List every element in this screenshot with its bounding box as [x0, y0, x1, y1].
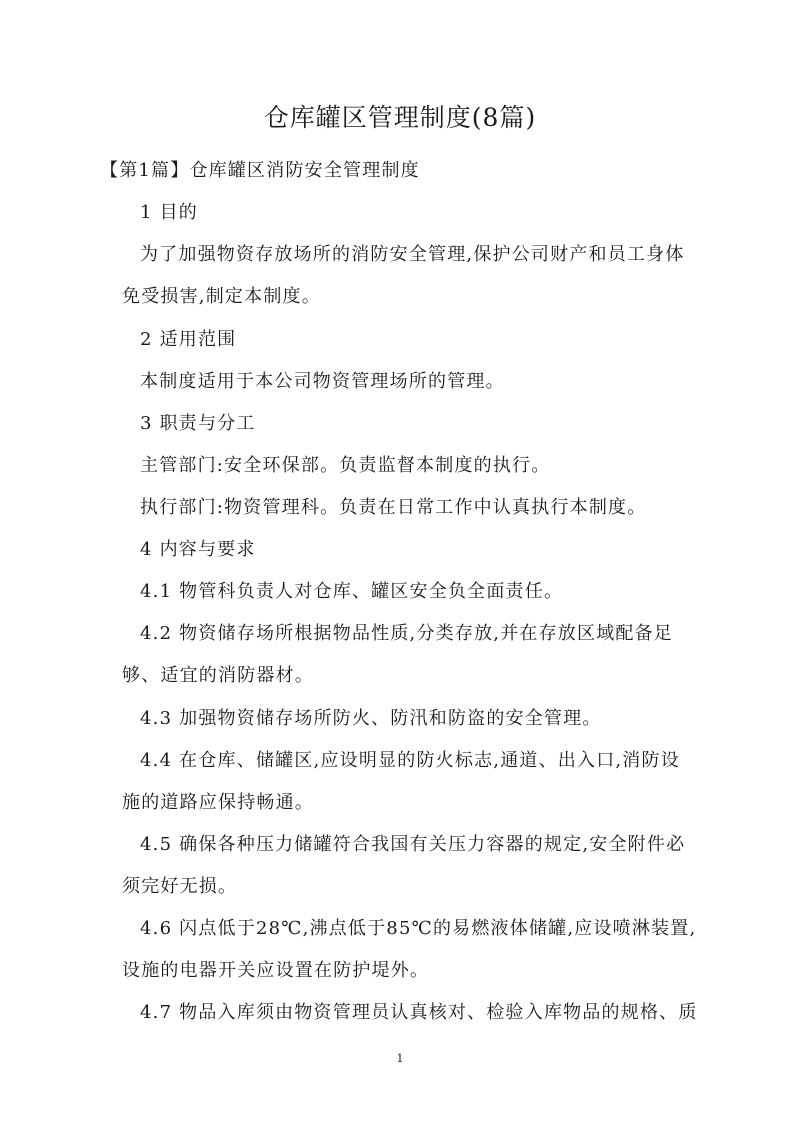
paragraph-line: 执行部门:物资管理科。负责在日常工作中认真执行本制度。 [140, 497, 647, 518]
paragraph-line: 主管部门:安全环保部。负责监督本制度的执行。 [140, 455, 551, 476]
heading-requirements: 4 内容与要求 [140, 539, 256, 560]
paragraph-line: 为了加强物资存放场所的消防安全管理,保护公司财产和员工身体 [140, 244, 685, 265]
heading-scope: 2 适用范围 [140, 329, 237, 350]
paragraph-line: 施的道路应保持畅通。 [122, 792, 314, 813]
section-heading: 【第1篇】仓库罐区消防安全管理制度 [100, 160, 420, 181]
paragraph-line: 4.1 物管科负责人对仓库、罐区安全负全面责任。 [140, 581, 564, 602]
paragraph-line: 4.3 加强物资储存场所防火、防汛和防盗的安全管理。 [140, 708, 602, 729]
paragraph-line: 4.6 闪点低于28℃,沸点低于85℃的易燃液体储罐,应设喷淋装置, [140, 918, 697, 939]
paragraph-line: 4.2 物资储存场所根据物品性质,分类存放,并在存放区域配备足 [140, 623, 673, 644]
heading-purpose: 1 目的 [140, 202, 198, 223]
paragraph-line: 设施的电器开关应设置在防护堤外。 [122, 960, 430, 981]
paragraph-line: 4.4 在仓库、储罐区,应设明显的防火标志,通道、出入口,消防设 [140, 750, 680, 771]
heading-responsibilities: 3 职责与分工 [140, 413, 256, 434]
paragraph-line: 4.7 物品入库须由物资管理员认真核对、检验入库物品的规格、质 [140, 1002, 698, 1023]
paragraph-line: 免受损害,制定本制度。 [122, 286, 321, 307]
paragraph-line: 4.5 确保各种压力储罐符合我国有关压力容器的规定,安全附件必 [140, 834, 686, 855]
paragraph-line: 本制度适用于本公司物资管理场所的管理。 [140, 371, 505, 392]
paragraph-line: 够、适宜的消防器材。 [122, 665, 314, 686]
paragraph-line: 须完好无损。 [122, 876, 238, 897]
document-title: 仓库罐区管理制度(8篇) [263, 103, 537, 132]
page-number: 1 [396, 1052, 404, 1065]
